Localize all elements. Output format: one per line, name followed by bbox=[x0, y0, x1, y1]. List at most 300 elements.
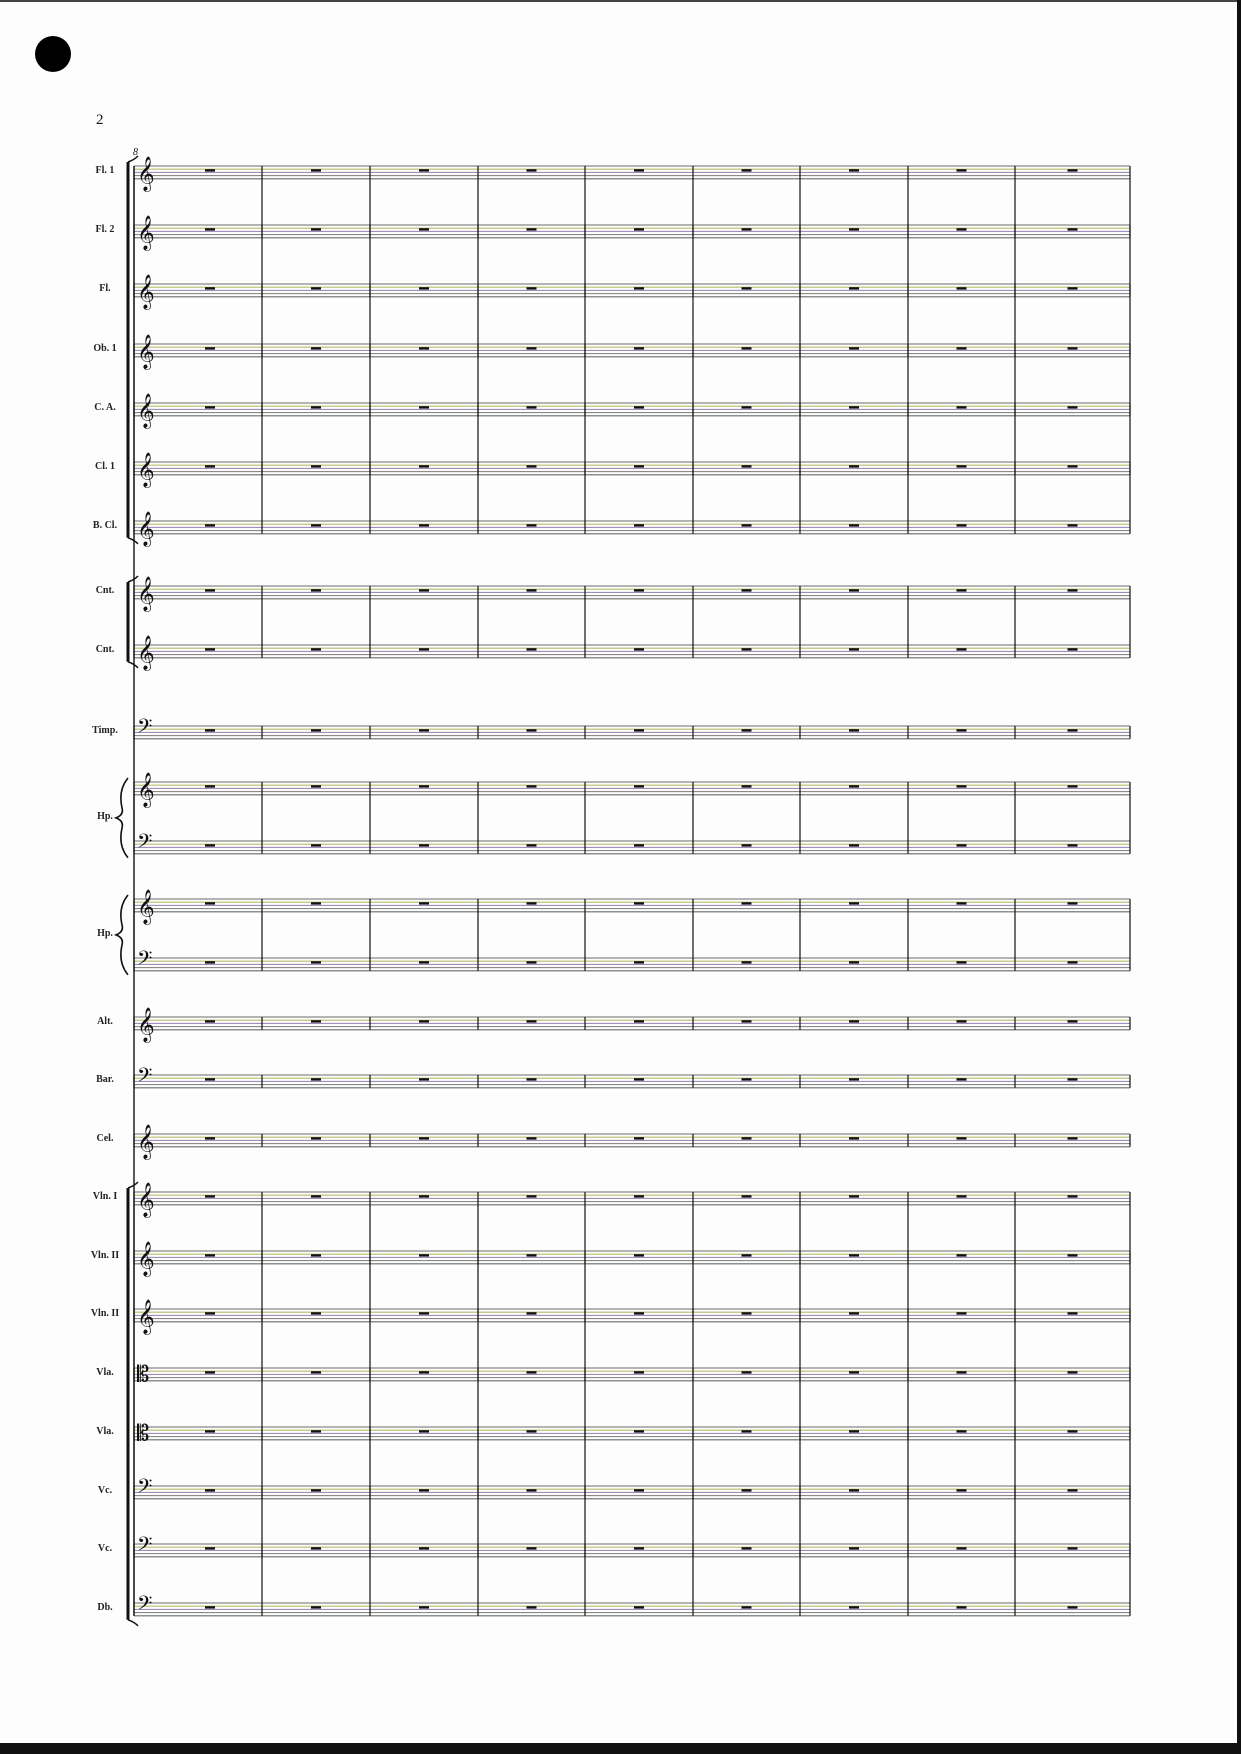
whole-rest-icon bbox=[849, 406, 859, 408]
whole-rest-icon bbox=[957, 1312, 967, 1314]
whole-rest-icon bbox=[957, 524, 967, 526]
whole-rest-icon bbox=[634, 524, 644, 526]
bass-clef-icon: 𝄢 bbox=[137, 1063, 153, 1092]
whole-rest-icon bbox=[1068, 1195, 1078, 1197]
instrument-label: Vla. bbox=[96, 1426, 114, 1438]
measure-number: 8 bbox=[133, 147, 138, 158]
whole-rest-icon bbox=[634, 1137, 644, 1139]
whole-rest-icon bbox=[957, 902, 967, 904]
whole-rest-icon bbox=[849, 1195, 859, 1197]
treble-clef-icon: 𝄞 bbox=[137, 274, 155, 310]
treble-clef-icon: 𝄞 bbox=[137, 635, 155, 671]
page-number: 2 bbox=[96, 112, 104, 128]
staff bbox=[134, 772, 1130, 808]
whole-rest-icon bbox=[311, 961, 321, 963]
whole-rest-icon bbox=[1068, 1489, 1078, 1491]
instrument-label: Cnt. bbox=[95, 644, 115, 656]
whole-rest-icon bbox=[527, 1430, 537, 1432]
staff bbox=[134, 1421, 1130, 1446]
instrument-label: Vc. bbox=[97, 1485, 113, 1497]
whole-rest-icon bbox=[957, 1020, 967, 1022]
whole-rest-icon bbox=[527, 1606, 537, 1608]
whole-rest-icon bbox=[634, 844, 644, 846]
whole-rest-icon bbox=[742, 1606, 752, 1608]
treble-clef-icon: 𝄞 bbox=[137, 215, 155, 251]
whole-rest-icon bbox=[634, 1254, 644, 1256]
whole-rest-icon bbox=[527, 1195, 537, 1197]
whole-rest-icon bbox=[527, 1547, 537, 1549]
whole-rest-icon bbox=[205, 406, 215, 408]
alto-clef-icon: 𝄡 bbox=[137, 1362, 150, 1388]
whole-rest-icon bbox=[634, 228, 644, 230]
whole-rest-icon bbox=[849, 1371, 859, 1373]
whole-rest-icon bbox=[634, 1606, 644, 1608]
whole-rest-icon bbox=[634, 589, 644, 591]
whole-rest-icon bbox=[957, 169, 967, 171]
whole-rest-icon bbox=[311, 228, 321, 230]
whole-rest-icon bbox=[311, 1371, 321, 1373]
whole-rest-icon bbox=[634, 347, 644, 349]
alto-clef-icon: 𝄡 bbox=[137, 1421, 150, 1447]
whole-rest-icon bbox=[205, 1489, 215, 1491]
whole-rest-icon bbox=[527, 287, 537, 289]
whole-rest-icon bbox=[849, 347, 859, 349]
whole-rest-icon bbox=[311, 1078, 321, 1080]
instrument-label: Fl. 2 bbox=[95, 224, 115, 236]
whole-rest-icon bbox=[205, 287, 215, 289]
whole-rest-icon bbox=[527, 961, 537, 963]
treble-clef-icon: 𝄞 bbox=[137, 1299, 155, 1335]
whole-rest-icon bbox=[742, 1489, 752, 1491]
whole-rest-icon bbox=[311, 1430, 321, 1432]
whole-rest-icon bbox=[1068, 169, 1078, 171]
whole-rest-icon bbox=[205, 785, 215, 787]
whole-rest-icon bbox=[419, 169, 429, 171]
whole-rest-icon bbox=[957, 1430, 967, 1432]
whole-rest-icon bbox=[419, 902, 429, 904]
treble-clef-icon: 𝄞 bbox=[137, 1241, 155, 1277]
whole-rest-icon bbox=[634, 406, 644, 408]
whole-rest-icon bbox=[527, 1020, 537, 1022]
whole-rest-icon bbox=[849, 1547, 859, 1549]
whole-rest-icon bbox=[527, 524, 537, 526]
treble-clef-icon: 𝄞 bbox=[137, 1124, 155, 1160]
whole-rest-icon bbox=[527, 1137, 537, 1139]
whole-rest-icon bbox=[742, 524, 752, 526]
treble-clef-icon: 𝄞 bbox=[137, 576, 155, 612]
whole-rest-icon bbox=[634, 1020, 644, 1022]
instrument-label: C. A. bbox=[94, 402, 116, 414]
instrument-label: Vln. I bbox=[92, 1191, 118, 1203]
whole-rest-icon bbox=[205, 589, 215, 591]
whole-rest-icon bbox=[957, 465, 967, 467]
whole-rest-icon bbox=[205, 1078, 215, 1080]
whole-rest-icon bbox=[957, 648, 967, 650]
whole-rest-icon bbox=[634, 1489, 644, 1491]
whole-rest-icon bbox=[311, 902, 321, 904]
whole-rest-icon bbox=[957, 961, 967, 963]
whole-rest-icon bbox=[311, 169, 321, 171]
whole-rest-icon bbox=[849, 589, 859, 591]
whole-rest-icon bbox=[205, 961, 215, 963]
whole-rest-icon bbox=[1068, 902, 1078, 904]
staff bbox=[134, 1063, 1130, 1091]
whole-rest-icon bbox=[742, 1137, 752, 1139]
treble-clef-icon: 𝄞 bbox=[137, 334, 155, 370]
instrument-label: Cel. bbox=[96, 1133, 114, 1145]
whole-rest-icon bbox=[419, 961, 429, 963]
staff bbox=[134, 511, 1130, 547]
whole-rest-icon bbox=[311, 406, 321, 408]
whole-rest-icon bbox=[419, 228, 429, 230]
whole-rest-icon bbox=[1068, 347, 1078, 349]
whole-rest-icon bbox=[527, 1489, 537, 1491]
whole-rest-icon bbox=[742, 287, 752, 289]
instrument-label: Fl. 1 bbox=[95, 165, 115, 177]
whole-rest-icon bbox=[1068, 1020, 1078, 1022]
whole-rest-icon bbox=[1068, 1547, 1078, 1549]
staff bbox=[134, 829, 1130, 857]
whole-rest-icon bbox=[957, 785, 967, 787]
whole-rest-icon bbox=[634, 961, 644, 963]
treble-clef-icon: 𝄞 bbox=[137, 511, 155, 547]
whole-rest-icon bbox=[957, 1547, 967, 1549]
staff bbox=[134, 452, 1130, 488]
whole-rest-icon bbox=[849, 228, 859, 230]
whole-rest-icon bbox=[419, 648, 429, 650]
whole-rest-icon bbox=[311, 1489, 321, 1491]
whole-rest-icon bbox=[419, 406, 429, 408]
whole-rest-icon bbox=[1068, 1254, 1078, 1256]
whole-rest-icon bbox=[742, 1547, 752, 1549]
whole-rest-icon bbox=[849, 1254, 859, 1256]
whole-rest-icon bbox=[527, 1371, 537, 1373]
whole-rest-icon bbox=[311, 589, 321, 591]
whole-rest-icon bbox=[742, 902, 752, 904]
whole-rest-icon bbox=[957, 729, 967, 731]
whole-rest-icon bbox=[205, 648, 215, 650]
whole-rest-icon bbox=[957, 1137, 967, 1139]
whole-rest-icon bbox=[1068, 228, 1078, 230]
whole-rest-icon bbox=[1068, 844, 1078, 846]
whole-rest-icon bbox=[1068, 1312, 1078, 1314]
whole-rest-icon bbox=[311, 1547, 321, 1549]
staff bbox=[134, 1532, 1130, 1560]
whole-rest-icon bbox=[311, 1606, 321, 1608]
whole-rest-icon bbox=[957, 406, 967, 408]
whole-rest-icon bbox=[419, 1195, 429, 1197]
instrument-label: Timp. bbox=[92, 725, 118, 737]
whole-rest-icon bbox=[634, 729, 644, 731]
instrument-label: Cnt. bbox=[95, 585, 115, 597]
whole-rest-icon bbox=[957, 844, 967, 846]
whole-rest-icon bbox=[419, 524, 429, 526]
bass-clef-icon: 𝄢 bbox=[137, 1474, 153, 1503]
whole-rest-icon bbox=[527, 1254, 537, 1256]
instrument-label: Cl. 1 bbox=[95, 461, 115, 473]
whole-rest-icon bbox=[849, 1606, 859, 1608]
staff bbox=[134, 1124, 1130, 1160]
whole-rest-icon bbox=[311, 1137, 321, 1139]
whole-rest-icon bbox=[634, 902, 644, 904]
instrument-label: Hp. bbox=[97, 927, 113, 939]
whole-rest-icon bbox=[419, 729, 429, 731]
whole-rest-icon bbox=[742, 1078, 752, 1080]
whole-rest-icon bbox=[419, 589, 429, 591]
whole-rest-icon bbox=[957, 1195, 967, 1197]
whole-rest-icon bbox=[634, 1312, 644, 1314]
whole-rest-icon bbox=[527, 844, 537, 846]
whole-rest-icon bbox=[849, 1020, 859, 1022]
whole-rest-icon bbox=[957, 228, 967, 230]
whole-rest-icon bbox=[419, 844, 429, 846]
whole-rest-icon bbox=[311, 524, 321, 526]
instrument-label: Db. bbox=[97, 1602, 113, 1614]
whole-rest-icon bbox=[205, 1606, 215, 1608]
whole-rest-icon bbox=[742, 347, 752, 349]
whole-rest-icon bbox=[311, 648, 321, 650]
whole-rest-icon bbox=[527, 785, 537, 787]
staff bbox=[134, 1299, 1130, 1335]
whole-rest-icon bbox=[311, 347, 321, 349]
whole-rest-icon bbox=[849, 648, 859, 650]
whole-rest-icon bbox=[205, 1547, 215, 1549]
whole-rest-icon bbox=[849, 785, 859, 787]
whole-rest-icon bbox=[205, 1430, 215, 1432]
whole-rest-icon bbox=[527, 406, 537, 408]
instrument-label: B. Cl. bbox=[92, 520, 118, 532]
treble-clef-icon: 𝄞 bbox=[137, 1182, 155, 1218]
whole-rest-icon bbox=[1068, 1371, 1078, 1373]
whole-rest-icon bbox=[1068, 1606, 1078, 1608]
whole-rest-icon bbox=[1068, 589, 1078, 591]
whole-rest-icon bbox=[849, 287, 859, 289]
instrument-label: Ob. 1 bbox=[93, 343, 117, 355]
whole-rest-icon bbox=[419, 1371, 429, 1373]
whole-rest-icon bbox=[634, 169, 644, 171]
staff bbox=[134, 393, 1130, 429]
whole-rest-icon bbox=[311, 1020, 321, 1022]
staff bbox=[134, 215, 1130, 251]
whole-rest-icon bbox=[1068, 287, 1078, 289]
whole-rest-icon bbox=[742, 1371, 752, 1373]
whole-rest-icon bbox=[742, 785, 752, 787]
whole-rest-icon bbox=[1068, 524, 1078, 526]
bass-clef-icon: 𝄢 bbox=[137, 1591, 153, 1620]
instrument-label: Bar. bbox=[96, 1074, 114, 1086]
whole-rest-icon bbox=[634, 648, 644, 650]
whole-rest-icon bbox=[311, 844, 321, 846]
whole-rest-icon bbox=[527, 169, 537, 171]
whole-rest-icon bbox=[742, 169, 752, 171]
whole-rest-icon bbox=[849, 1430, 859, 1432]
staff bbox=[134, 714, 1130, 742]
whole-rest-icon bbox=[634, 287, 644, 289]
whole-rest-icon bbox=[742, 1312, 752, 1314]
whole-rest-icon bbox=[527, 648, 537, 650]
whole-rest-icon bbox=[849, 902, 859, 904]
treble-clef-icon: 𝄞 bbox=[137, 772, 155, 808]
whole-rest-icon bbox=[742, 1254, 752, 1256]
whole-rest-icon bbox=[311, 785, 321, 787]
whole-rest-icon bbox=[957, 1078, 967, 1080]
whole-rest-icon bbox=[1068, 1430, 1078, 1432]
whole-rest-icon bbox=[205, 1020, 215, 1022]
staff bbox=[134, 1007, 1130, 1043]
whole-rest-icon bbox=[419, 1020, 429, 1022]
whole-rest-icon bbox=[957, 589, 967, 591]
whole-rest-icon bbox=[1068, 1137, 1078, 1139]
whole-rest-icon bbox=[419, 347, 429, 349]
treble-clef-icon: 𝄞 bbox=[137, 393, 155, 429]
whole-rest-icon bbox=[634, 785, 644, 787]
whole-rest-icon bbox=[205, 1254, 215, 1256]
whole-rest-icon bbox=[1068, 1078, 1078, 1080]
whole-rest-icon bbox=[419, 1430, 429, 1432]
whole-rest-icon bbox=[205, 169, 215, 171]
whole-rest-icon bbox=[1068, 961, 1078, 963]
whole-rest-icon bbox=[205, 465, 215, 467]
staff bbox=[134, 334, 1130, 370]
whole-rest-icon bbox=[1068, 465, 1078, 467]
whole-rest-icon bbox=[419, 785, 429, 787]
whole-rest-icon bbox=[311, 1195, 321, 1197]
whole-rest-icon bbox=[634, 1547, 644, 1549]
instrument-label: Vln. II bbox=[90, 1308, 120, 1320]
whole-rest-icon bbox=[419, 1312, 429, 1314]
whole-rest-icon bbox=[311, 465, 321, 467]
whole-rest-icon bbox=[849, 169, 859, 171]
staff bbox=[134, 156, 1130, 192]
whole-rest-icon bbox=[742, 589, 752, 591]
whole-rest-icon bbox=[742, 465, 752, 467]
whole-rest-icon bbox=[634, 1371, 644, 1373]
bass-clef-icon: 𝄢 bbox=[137, 946, 153, 975]
whole-rest-icon bbox=[419, 287, 429, 289]
instrument-label: Vln. II bbox=[90, 1250, 120, 1262]
whole-rest-icon bbox=[527, 729, 537, 731]
staff bbox=[134, 274, 1130, 310]
whole-rest-icon bbox=[742, 228, 752, 230]
whole-rest-icon bbox=[742, 1020, 752, 1022]
whole-rest-icon bbox=[205, 729, 215, 731]
brace-icon bbox=[116, 778, 128, 858]
treble-clef-icon: 𝄞 bbox=[137, 889, 155, 925]
staff bbox=[134, 1474, 1130, 1502]
whole-rest-icon bbox=[634, 1195, 644, 1197]
whole-rest-icon bbox=[634, 1078, 644, 1080]
whole-rest-icon bbox=[419, 1078, 429, 1080]
whole-rest-icon bbox=[742, 648, 752, 650]
whole-rest-icon bbox=[742, 1195, 752, 1197]
whole-rest-icon bbox=[205, 1195, 215, 1197]
whole-rest-icon bbox=[205, 347, 215, 349]
whole-rest-icon bbox=[849, 465, 859, 467]
whole-rest-icon bbox=[205, 524, 215, 526]
staff bbox=[134, 1362, 1130, 1387]
instrument-label: Vla. bbox=[96, 1367, 114, 1379]
whole-rest-icon bbox=[849, 1078, 859, 1080]
instrument-label: Fl. bbox=[99, 283, 111, 295]
bass-clef-icon: 𝄢 bbox=[137, 1532, 153, 1561]
whole-rest-icon bbox=[1068, 648, 1078, 650]
instrument-label: Vc. bbox=[97, 1543, 113, 1555]
whole-rest-icon bbox=[957, 1489, 967, 1491]
whole-rest-icon bbox=[419, 1254, 429, 1256]
whole-rest-icon bbox=[527, 465, 537, 467]
whole-rest-icon bbox=[527, 347, 537, 349]
whole-rest-icon bbox=[957, 1606, 967, 1608]
treble-clef-icon: 𝄞 bbox=[137, 156, 155, 192]
whole-rest-icon bbox=[634, 465, 644, 467]
whole-rest-icon bbox=[1068, 406, 1078, 408]
whole-rest-icon bbox=[311, 729, 321, 731]
staff bbox=[134, 1241, 1130, 1277]
whole-rest-icon bbox=[527, 589, 537, 591]
whole-rest-icon bbox=[634, 1430, 644, 1432]
whole-rest-icon bbox=[849, 961, 859, 963]
whole-rest-icon bbox=[311, 1254, 321, 1256]
whole-rest-icon bbox=[849, 524, 859, 526]
whole-rest-icon bbox=[1068, 785, 1078, 787]
whole-rest-icon bbox=[849, 1312, 859, 1314]
whole-rest-icon bbox=[849, 1137, 859, 1139]
instrument-label: Hp. bbox=[97, 810, 113, 822]
whole-rest-icon bbox=[849, 1489, 859, 1491]
whole-rest-icon bbox=[527, 902, 537, 904]
whole-rest-icon bbox=[527, 1078, 537, 1080]
whole-rest-icon bbox=[205, 1137, 215, 1139]
whole-rest-icon bbox=[742, 961, 752, 963]
whole-rest-icon bbox=[957, 287, 967, 289]
whole-rest-icon bbox=[957, 1254, 967, 1256]
whole-rest-icon bbox=[1068, 729, 1078, 731]
whole-rest-icon bbox=[849, 729, 859, 731]
whole-rest-icon bbox=[205, 844, 215, 846]
whole-rest-icon bbox=[419, 465, 429, 467]
whole-rest-icon bbox=[419, 1547, 429, 1549]
whole-rest-icon bbox=[419, 1137, 429, 1139]
whole-rest-icon bbox=[849, 844, 859, 846]
treble-clef-icon: 𝄞 bbox=[137, 1007, 155, 1043]
whole-rest-icon bbox=[205, 228, 215, 230]
staff bbox=[134, 946, 1130, 974]
brace-icon bbox=[116, 895, 128, 975]
staff bbox=[134, 635, 1130, 671]
whole-rest-icon bbox=[742, 406, 752, 408]
whole-rest-icon bbox=[527, 228, 537, 230]
whole-rest-icon bbox=[205, 902, 215, 904]
treble-clef-icon: 𝄞 bbox=[137, 452, 155, 488]
staff bbox=[134, 576, 1130, 612]
whole-rest-icon bbox=[742, 729, 752, 731]
whole-rest-icon bbox=[311, 1312, 321, 1314]
staff bbox=[134, 889, 1130, 925]
instrument-label: Alt. bbox=[97, 1016, 113, 1028]
whole-rest-icon bbox=[205, 1371, 215, 1373]
whole-rest-icon bbox=[419, 1489, 429, 1491]
whole-rest-icon bbox=[419, 1606, 429, 1608]
whole-rest-icon bbox=[742, 1430, 752, 1432]
whole-rest-icon bbox=[957, 347, 967, 349]
staff bbox=[134, 1182, 1130, 1218]
bracket-hook-icon bbox=[128, 1620, 138, 1626]
whole-rest-icon bbox=[205, 1312, 215, 1314]
whole-rest-icon bbox=[311, 287, 321, 289]
whole-rest-icon bbox=[742, 844, 752, 846]
whole-rest-icon bbox=[527, 1312, 537, 1314]
bass-clef-icon: 𝄢 bbox=[137, 714, 153, 743]
